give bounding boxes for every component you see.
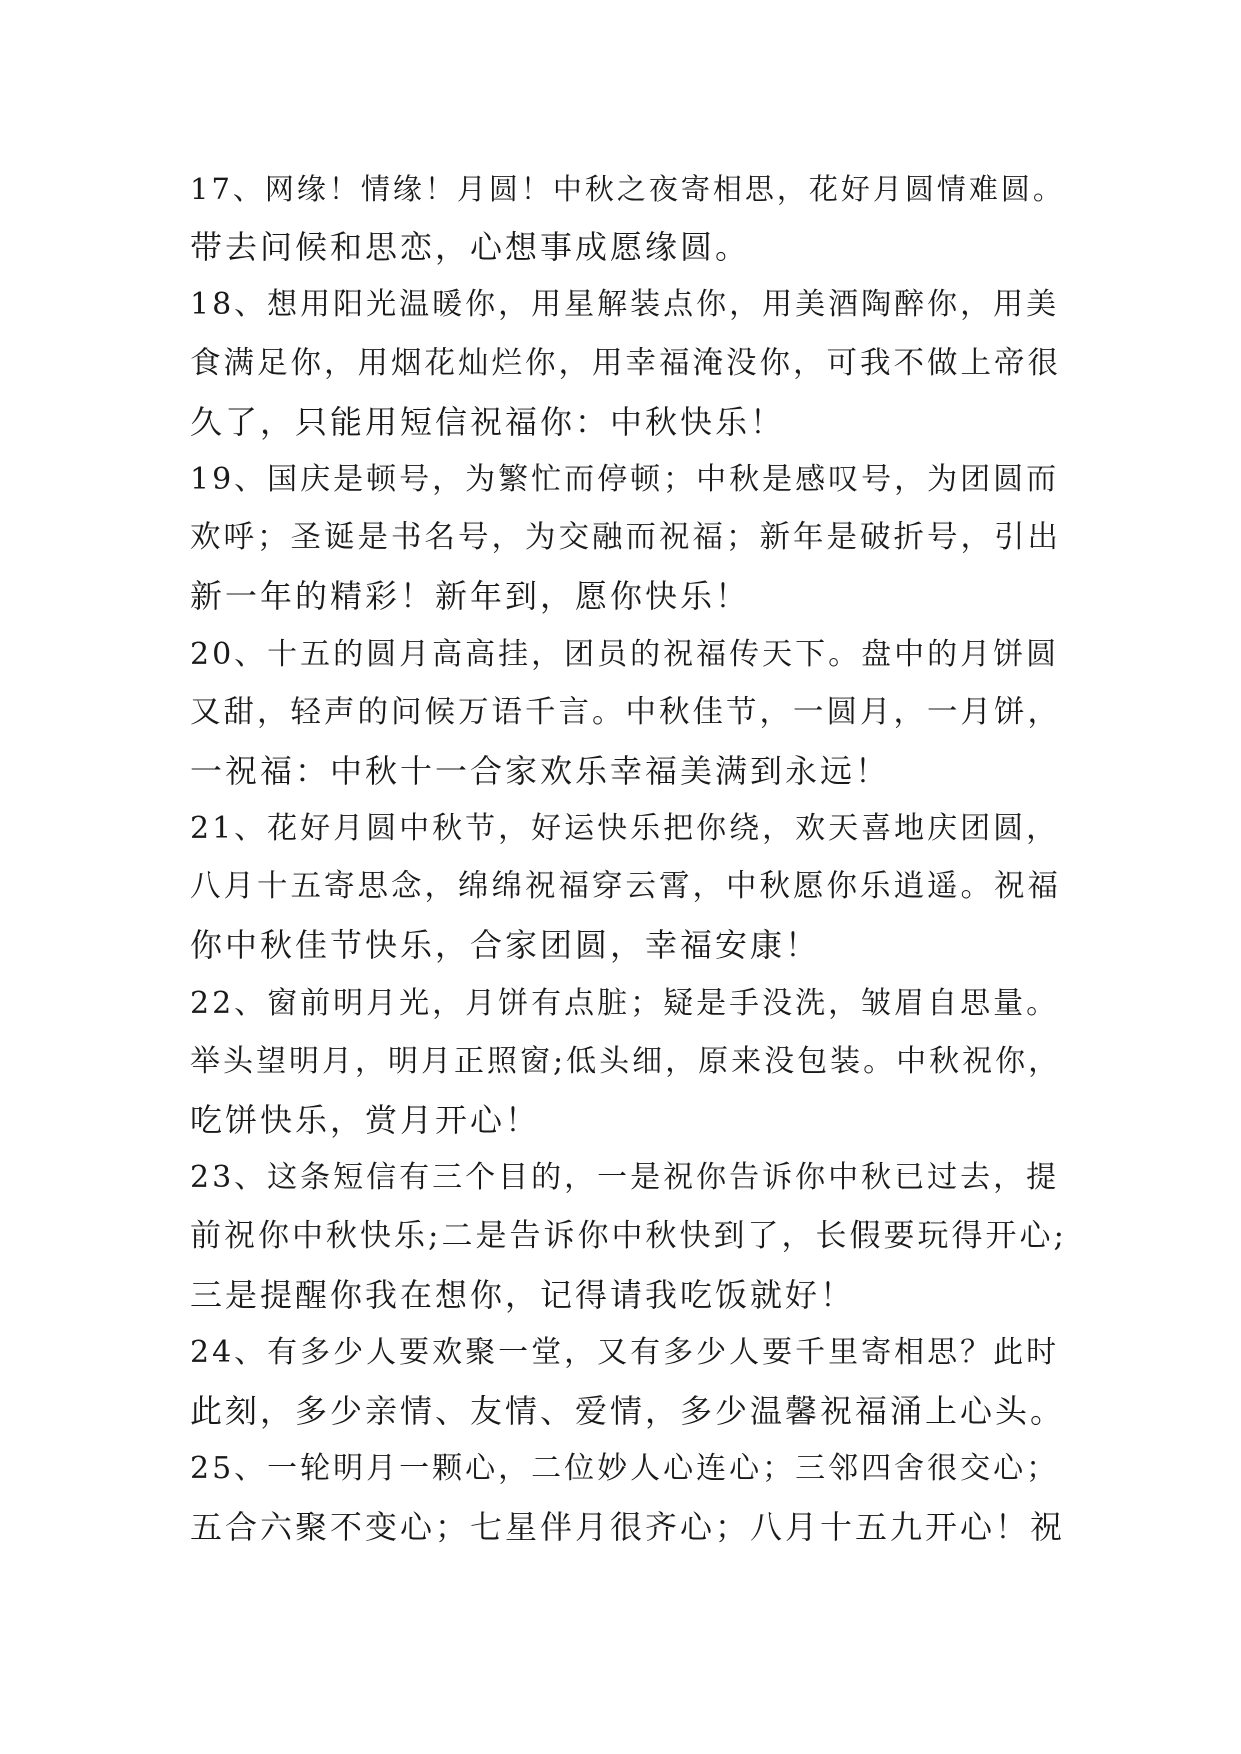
text-line: 你中秋佳节快乐，合家团圆，幸福安康！: [190, 926, 821, 965]
text-line: 五合六聚不变心；七星伴月很齐心；八月十五九开心！祝: [190, 1508, 1066, 1547]
text-line: 又甜，轻声的问候万语千言。中秋佳节，一圆月，一月饼，: [190, 694, 1061, 730]
text-line: 前祝你中秋快乐;二是告诉你中秋快到了，长假要玩得开心;: [190, 1218, 1067, 1255]
text-line: 24、有多少人要欢聚一堂，又有多少人要千里寄相思？此时: [190, 1334, 1060, 1370]
document-body: [190, 160, 1070, 1557]
text-line: 欢呼；圣诞是书名号，为交融而祝福；新年是破折号，引出: [190, 520, 1061, 556]
text-line: 举头望明月，明月正照窗;低头细，原来没包装。中秋祝你，: [190, 1043, 1062, 1079]
text-line: 新一年的精彩！新年到，愿你快乐！: [190, 577, 751, 616]
text-line: 此刻，多少亲情、友情、爱情，多少温馨祝福涌上心头。: [190, 1391, 1066, 1430]
text-line: 18、想用阳光温暖你，用星解装点你，用美酒陶醉你，用美: [190, 287, 1060, 323]
text-line: 23、这条短信有三个目的，一是祝你告诉你中秋已过去，提: [190, 1160, 1060, 1196]
text-line: 吃饼快乐，赏月开心！: [190, 1101, 541, 1139]
text-line: 一祝福：中秋十一合家欢乐幸福美满到永远！: [190, 751, 891, 790]
text-line: 19、国庆是顿号，为繁忙而停顿；中秋是感叹号，为团圆而: [190, 461, 1060, 497]
text-line: 带去问候和思恋，心想事成愿缘圆。: [190, 228, 751, 267]
text-line: 八月十五寄思念，绵绵祝福穿云霄，中秋愿你乐逍遥。祝福: [190, 869, 1061, 905]
text-line: 22、窗前明月光，月饼有点脏；疑是手没洗，皱眉自思量。: [190, 985, 1060, 1021]
text-line: 三是提醒你我在想你，记得请我吃饭就好！: [190, 1275, 856, 1314]
text-line: 久了，只能用短信祝福你：中秋快乐！: [190, 402, 786, 441]
text-line: 21、花好月圆中秋节，好运快乐把你绕，欢天喜地庆团圆，: [190, 811, 1060, 847]
text-line: 20、十五的圆月高高挂，团员的祝福传天下。盘中的月饼圆: [190, 636, 1060, 672]
text-line: 17、网缘！情缘！月圆！中秋之夜寄相思，花好月圆情难圆。: [190, 172, 1065, 206]
text-line: 25、一轮明月一颗心，二位妙人心连心；三邻四舍很交心；: [190, 1451, 1060, 1487]
text-line: 食满足你，用烟花灿烂你，用幸福淹没你，可我不做上帝很: [190, 345, 1061, 381]
